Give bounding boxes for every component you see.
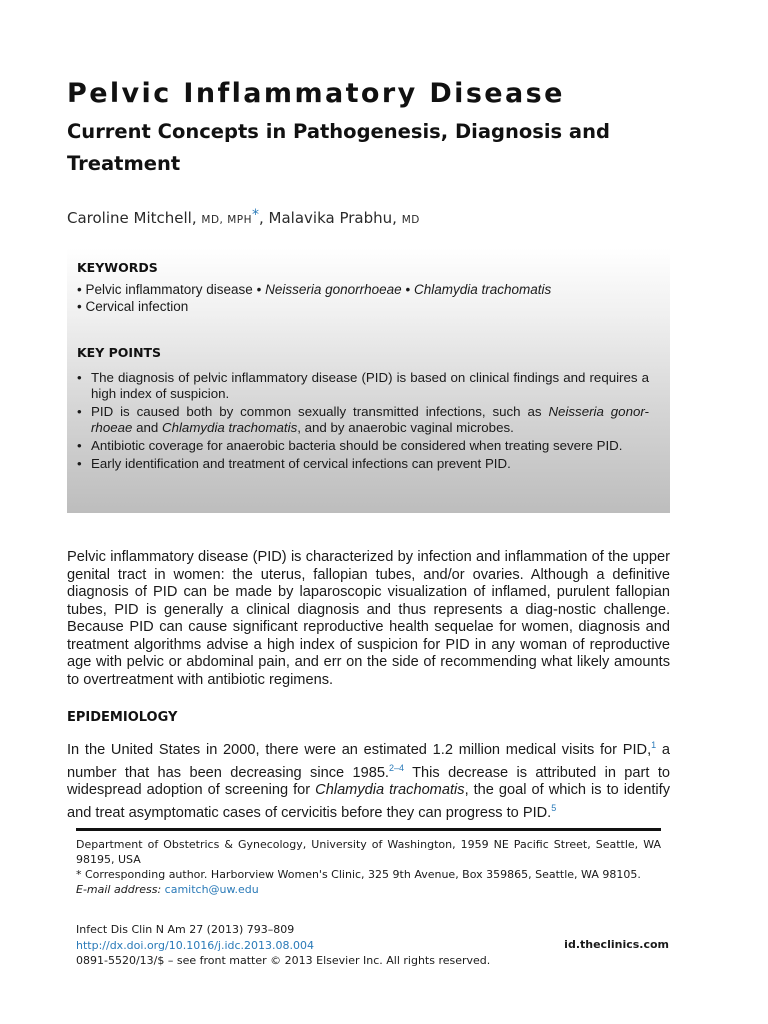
author-degrees: MD, MPH xyxy=(201,214,252,226)
organism-name: Chlamydia trachomatis xyxy=(315,782,465,798)
author-list xyxy=(67,207,420,227)
doi-link[interactable]: http://dx.doi.org/10.1016/j.idc.2013.08.004 xyxy=(76,938,315,952)
epidemiology-heading: EPIDEMIOLOGY xyxy=(67,710,178,725)
paragraph-text: In the United States in 2000, there were an estimated 1.2 million medical visits for PID, xyxy=(67,742,652,758)
key-point xyxy=(77,438,649,454)
keyword: Pelvic inflammatory disease xyxy=(85,282,253,297)
key-point-text: , and by anaerobic vaginal microbes. xyxy=(297,420,514,435)
key-point-text: Antibiotic coverage for anaerobic bacteria should be considered when treating severe PID. xyxy=(91,438,623,453)
keyword: Cervical infection xyxy=(85,299,189,314)
key-point xyxy=(77,370,649,402)
corresponding-author-note: * Corresponding author. Harborview Women's Clinic, 325 9th Avenue, Box 359865, Seattle, WA 98105. xyxy=(76,868,641,881)
reference-link[interactable]: 2–4 xyxy=(389,762,405,773)
reference-link[interactable]: 5 xyxy=(551,802,557,813)
key-point xyxy=(77,456,649,472)
affiliation-note: Department of Obstetrics & Gynecology, University of Washington, 1959 NE Pacific Street, Seattle, WA 98195, USA xyxy=(76,838,661,866)
email-label: E-mail address: xyxy=(76,883,162,896)
key-point-text: The diagnosis of pelvic inflammatory disease (PID) is based on clinical findings and requires a high index of suspicion. xyxy=(91,370,649,401)
footnotes xyxy=(76,837,661,897)
key-point-text: and xyxy=(132,420,162,435)
organism-name: Chlamydia trachomatis xyxy=(161,420,298,435)
article-title: Pelvic Inflammatory Disease xyxy=(67,78,565,109)
article-subtitle: Current Concepts in Pathogenesis, Diagnosis and Treatment xyxy=(67,120,610,175)
intro-paragraph: Pelvic inflammatory disease (PID) is characterized by infection and inflammation of the upper genital tract in women: the uterus, fallopian tubes, and/or ovaries. Although a definitive diagnosis of PID can be made by laparoscopic visualization of inflamed, purulent fallopian tubes, PID is generally a clinical diagnosis and thus represents a diag-nostic challenge. Because PID can cause significant reproductive health sequelae for women, diagnosis and treatment algorithms advise a high index of suspicion for PID in any woman of reproductive age with pelvic or abdominal pain, and err on the side of recommending what likely amounts to overtreatment with antibiotic regimens. xyxy=(67,549,670,688)
copyright-notice: 0891-5520/13/$ – see front matter © 2013 Elsevier Inc. All rights reserved. xyxy=(76,954,491,967)
bullet: • xyxy=(77,404,82,419)
key-point-text: PID is caused both by common sexually transmitted infections, such as xyxy=(91,404,549,419)
keyword: Neisseria gonorrhoeae xyxy=(265,282,402,297)
journal-info xyxy=(76,922,490,969)
key-point-text: Early identification and treatment of cervical infections can prevent PID. xyxy=(91,456,511,471)
email-line xyxy=(76,882,661,897)
keywords-keypoints-panel xyxy=(67,248,670,513)
bullet: • xyxy=(77,282,82,297)
key-points-heading: KEY POINTS xyxy=(77,345,162,360)
bullet: • xyxy=(256,282,262,297)
author-separator: , xyxy=(259,209,269,227)
author-degrees: MD xyxy=(401,214,420,226)
author-name: Caroline Mitchell, xyxy=(67,209,197,227)
epidemiology-paragraph xyxy=(67,737,670,822)
paragraph-text: , the goal of which is to identify and treat asymptomatic cases of cervicitis before they can progress to PID. xyxy=(67,782,670,821)
author-name: Malavika Prabhu, xyxy=(268,209,397,227)
bullet: • xyxy=(405,282,411,297)
journal-site[interactable]: id.theclinics.com xyxy=(564,938,669,951)
paragraph-text: This decrease is attributed in part to widespread adoption of screening for xyxy=(67,764,670,798)
key-points-list xyxy=(77,370,649,474)
organism-name: Neisseria gonor-rhoeae xyxy=(91,404,649,435)
journal-citation: Infect Dis Clin N Am 27 (2013) 793–809 xyxy=(76,923,295,936)
bullet: • xyxy=(77,299,82,314)
keywords-line xyxy=(77,299,188,314)
keyword: Chlamydia trachomatis xyxy=(413,282,552,297)
bullet: • xyxy=(77,456,82,471)
reference-link[interactable]: 1 xyxy=(651,740,657,750)
keywords-heading: KEYWORDS xyxy=(77,260,158,275)
email-link[interactable]: camitch@uw.edu xyxy=(164,883,259,896)
bullet: • xyxy=(77,370,82,385)
paragraph-text: a number that has been decreasing since 1985. xyxy=(67,742,671,781)
footnote-divider xyxy=(76,828,661,831)
bullet: • xyxy=(77,438,82,453)
corresponding-author-mark[interactable]: * xyxy=(252,207,259,223)
key-point xyxy=(77,404,649,436)
keywords-line xyxy=(77,282,551,297)
